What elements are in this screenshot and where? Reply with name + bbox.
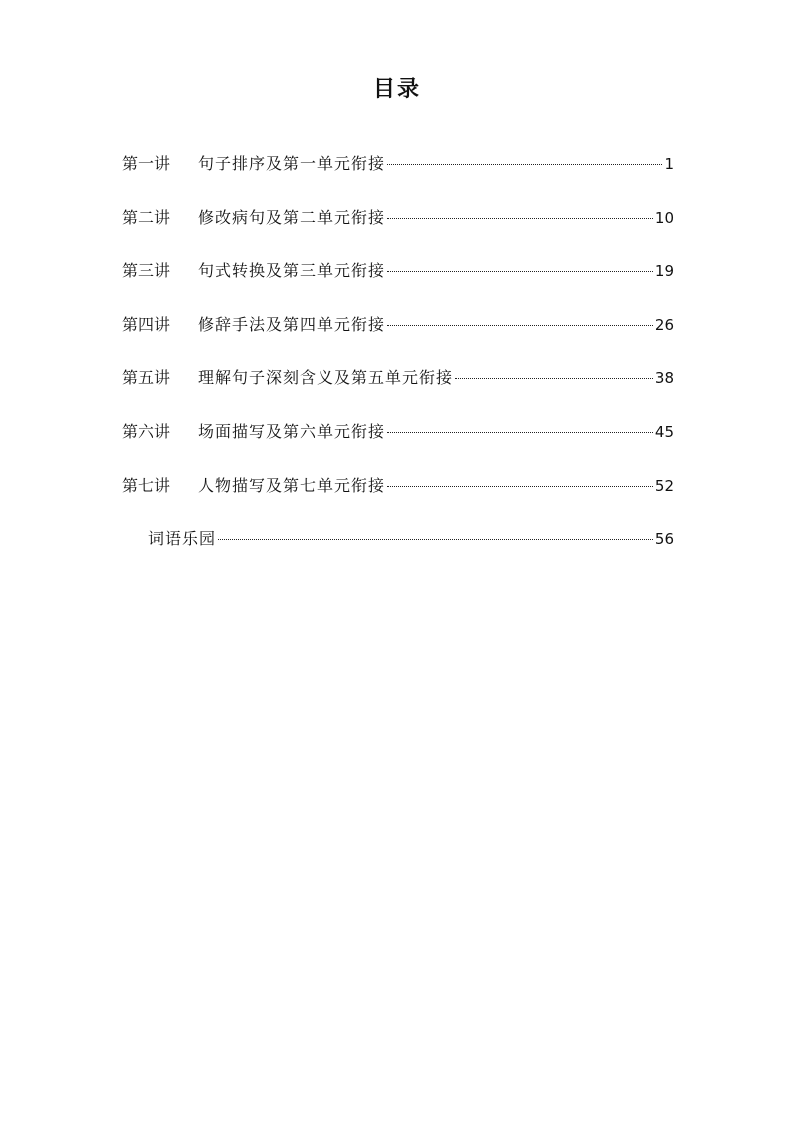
- toc-lecture-label: 第六讲: [122, 421, 171, 441]
- toc-lecture-label: 第七讲: [122, 475, 171, 495]
- toc-page-number: 19: [654, 262, 674, 281]
- dot-leader: [218, 539, 653, 540]
- table-of-contents: [122, 152, 674, 581]
- dot-leader: [387, 218, 653, 219]
- toc-lecture-label: 第一讲: [122, 154, 171, 173]
- toc-lecture-label: 第四讲: [122, 314, 171, 334]
- toc-page-number: 10: [654, 208, 674, 227]
- page-title: 目录: [372, 76, 421, 102]
- toc-entry-title: 场面描写及第六单元衔接: [198, 421, 386, 441]
- dot-leader: [455, 378, 653, 379]
- toc-page-number: 52: [654, 476, 674, 495]
- toc-entry-title: 人物描写及第七单元衔接: [198, 475, 386, 495]
- dot-leader: [387, 486, 653, 487]
- toc-lecture-label: 第三讲: [122, 261, 171, 281]
- toc-page-number: 56: [654, 530, 674, 549]
- toc-entry-3[interactable]: [122, 259, 674, 313]
- dot-leader: [387, 325, 653, 326]
- toc-page-number: 38: [654, 369, 674, 388]
- toc-page-number: 45: [654, 422, 674, 441]
- toc-entry-8[interactable]: [122, 527, 674, 581]
- toc-entry-4[interactable]: [122, 313, 674, 367]
- toc-entry-6[interactable]: [122, 420, 674, 474]
- dot-leader: [387, 271, 653, 272]
- toc-page-number: 1: [664, 155, 674, 173]
- toc-lecture-label: 第五讲: [122, 368, 171, 388]
- toc-entry-title: 理解句子深刻含义及第五单元衔接: [198, 368, 454, 388]
- toc-entry-1[interactable]: [122, 152, 674, 206]
- dot-leader: [387, 432, 653, 433]
- toc-entry-title: 词语乐园: [148, 529, 217, 549]
- toc-entry-title: 修改病句及第二单元衔接: [198, 207, 386, 227]
- toc-entry-title: 句子排序及第一单元衔接: [198, 154, 386, 173]
- toc-page-number: 26: [654, 315, 674, 334]
- toc-entry-7[interactable]: [122, 474, 674, 528]
- dot-leader: [387, 164, 662, 165]
- toc-entry-title: 句式转换及第三单元衔接: [198, 261, 386, 281]
- toc-entry-title: 修辞手法及第四单元衔接: [198, 314, 386, 334]
- toc-lecture-label: 第二讲: [122, 207, 171, 227]
- toc-entry-5[interactable]: [122, 366, 674, 420]
- toc-entry-2[interactable]: [122, 206, 674, 260]
